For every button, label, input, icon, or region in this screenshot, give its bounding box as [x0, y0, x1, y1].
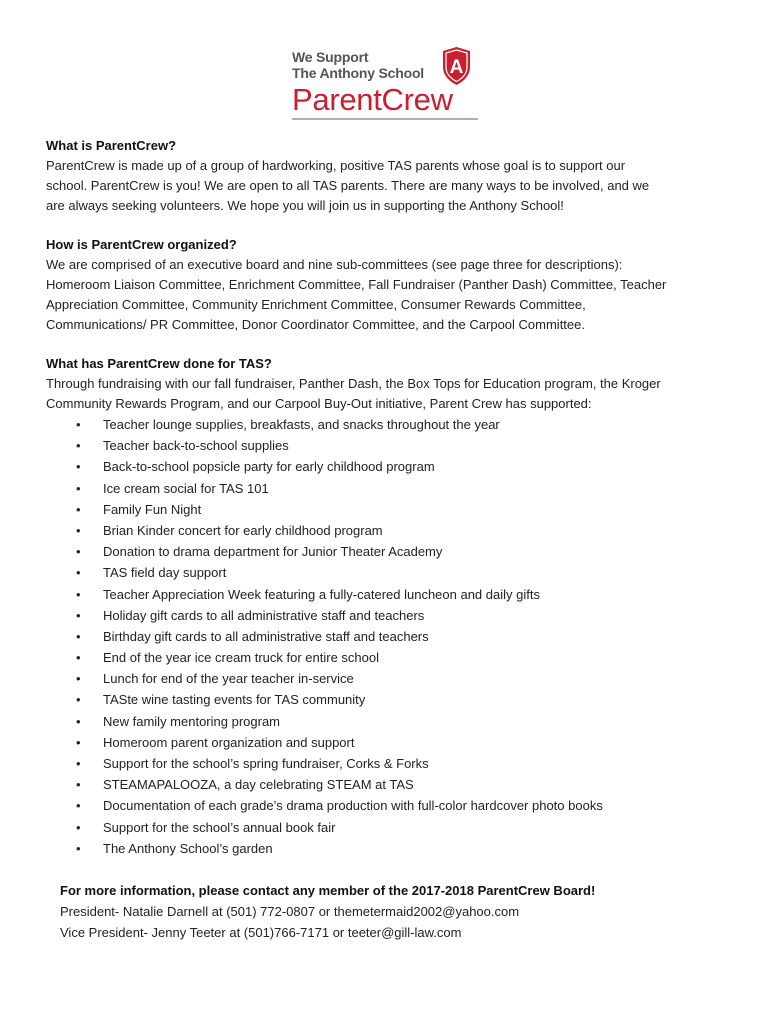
- list-item: [46, 795, 716, 816]
- organized-line-3: Appreciation Committee, Community Enrichment Committee, Consumer Rewards Committee,: [46, 297, 586, 312]
- list-item-text: Teacher back-to-school supplies: [103, 438, 289, 454]
- list-item-text: Lunch for end of the year teacher in-service: [103, 671, 354, 687]
- list-item-text: Family Fun Night: [103, 501, 202, 517]
- list-item-text: Ice cream social for TAS 101: [103, 480, 269, 496]
- bullet: •: [76, 650, 81, 666]
- bullet: •: [76, 777, 81, 793]
- bullet: •: [76, 607, 81, 623]
- list-item-text: Teacher lounge supplies, breakfasts, and snacks throughout the year: [103, 417, 500, 432]
- organized-line-2: Homeroom Liaison Committee, Enrichment Committee, Fall Fundraiser (Panther Dash) Committee, Teacher: [46, 277, 667, 292]
- bullet: •: [76, 756, 81, 771]
- bullet: •: [76, 501, 81, 517]
- bullet: •: [76, 438, 81, 454]
- list-item-text: End of the year ice cream truck for entire school: [103, 650, 380, 666]
- list-item: [46, 562, 716, 583]
- bullet: •: [76, 417, 81, 432]
- bullet: •: [76, 692, 81, 708]
- logo-underline: [292, 118, 478, 120]
- bullet: •: [76, 671, 81, 687]
- list-item: [46, 520, 716, 541]
- list-item: [46, 838, 716, 859]
- list-item-text: Support for the school’s annual book fair: [103, 819, 336, 835]
- shield-letter: A: [449, 57, 464, 78]
- bullet: •: [76, 798, 81, 814]
- done-line-1: Through fundraising with our fall fundraiser, Panther Dash, the Box Tops for Education program, the Kroger: [46, 376, 661, 391]
- list-item: [46, 478, 716, 499]
- what-is-line-3: are always seeking volunteers. We hope you will join us in supporting the Anthony School!: [46, 198, 564, 213]
- list-item: [46, 647, 716, 668]
- supported-items-list: [46, 414, 716, 859]
- list-item: [46, 774, 716, 795]
- organized-line-4: Communications/ PR Committee, Donor Coordinator Committee, and the Carpool Committee.: [46, 317, 585, 332]
- list-item: [46, 732, 716, 753]
- what-is-line-1: ParentCrew is made up of a group of hardworking, positive TAS parents whose goal is to support our: [46, 158, 626, 173]
- list-item-text: Homeroom parent organization and support: [103, 734, 355, 750]
- list-item-text: TAS field day support: [103, 565, 227, 581]
- bullet: •: [76, 819, 81, 835]
- list-item-text: Brian Kinder concert for early childhood program: [103, 522, 383, 538]
- list-item: [46, 414, 716, 435]
- organized-line-1: We are comprised of an executive board and nine sub-committees (see page three for descriptions):: [46, 257, 623, 272]
- list-item-text: Birthday gift cards to all administrative staff and teachers: [103, 628, 429, 644]
- logo-line-1: We Support: [292, 49, 369, 65]
- list-item-text: TASte wine tasting events for TAS community: [103, 692, 366, 708]
- logo-brand-name: ParentCrew: [292, 82, 453, 117]
- list-item: [46, 753, 716, 774]
- bullet: •: [76, 628, 81, 644]
- list-item: [46, 668, 716, 689]
- bullet: •: [76, 565, 81, 581]
- list-item: [46, 689, 716, 710]
- what-is-line-2: school. ParentCrew is you! We are open to all TAS parents. There are many ways to be involved, and we: [46, 178, 650, 193]
- logo-line-2: The Anthony School: [292, 65, 424, 81]
- list-item: [46, 456, 716, 477]
- list-item-text: Back-to-school popsicle party for early childhood program: [103, 459, 435, 475]
- list-item: [46, 435, 716, 456]
- bullet: •: [76, 586, 81, 602]
- bullet: •: [76, 459, 81, 475]
- bullet: •: [76, 734, 81, 750]
- list-item: [46, 541, 716, 562]
- list-item: [46, 499, 716, 520]
- list-item-text: Support for the school’s spring fundraiser, Corks & Forks: [103, 756, 429, 771]
- shield-icon: [441, 47, 472, 85]
- contact-heading: For more information, please contact any member of the 2017-2018 ParentCrew Board!: [60, 883, 596, 898]
- contact-president: President- Natalie Darnell at (501) 772-0807 or themetermaid2002@yahoo.com: [60, 904, 520, 919]
- list-item: [46, 584, 716, 605]
- organized-heading: How is ParentCrew organized?: [46, 237, 237, 252]
- list-item-text: The Anthony School’s garden: [103, 840, 273, 856]
- bullet: •: [76, 840, 81, 856]
- list-item-text: New family mentoring program: [103, 713, 281, 729]
- list-item-text: Donation to drama department for Junior Theater Academy: [103, 544, 443, 560]
- bullet: •: [76, 522, 81, 538]
- list-item: [46, 605, 716, 626]
- list-item-text: Teacher Appreciation Week featuring a fully-catered luncheon and daily gifts: [103, 586, 540, 602]
- list-item: [46, 626, 716, 647]
- contact-footer: [60, 880, 595, 943]
- what-is-heading: What is ParentCrew?: [46, 138, 177, 153]
- main-content: [46, 136, 716, 859]
- list-item-text: Documentation of each grade’s drama production with full-color hardcover photo books: [103, 798, 603, 814]
- bullet: •: [76, 544, 81, 560]
- list-item-text: STEAMAPALOOZA, a day celebrating STEAM at TAS: [103, 777, 414, 793]
- list-item: [46, 711, 716, 732]
- bullet: •: [76, 713, 81, 729]
- list-item-text: Holiday gift cards to all administrative staff and teachers: [103, 607, 425, 623]
- list-item: [46, 817, 716, 838]
- done-line-2: Community Rewards Program, and our Carpool Buy-Out initiative, Parent Crew has supported:: [46, 396, 592, 411]
- section-spacer: [46, 335, 716, 354]
- contact-vice-president: Vice President- Jenny Teeter at (501)766-7171 or teeter@gill-law.com: [60, 925, 462, 940]
- section-spacer: [46, 216, 716, 235]
- bullet: •: [76, 480, 81, 496]
- parentcrew-logo: [292, 47, 482, 121]
- done-heading: What has ParentCrew done for TAS?: [46, 356, 272, 371]
